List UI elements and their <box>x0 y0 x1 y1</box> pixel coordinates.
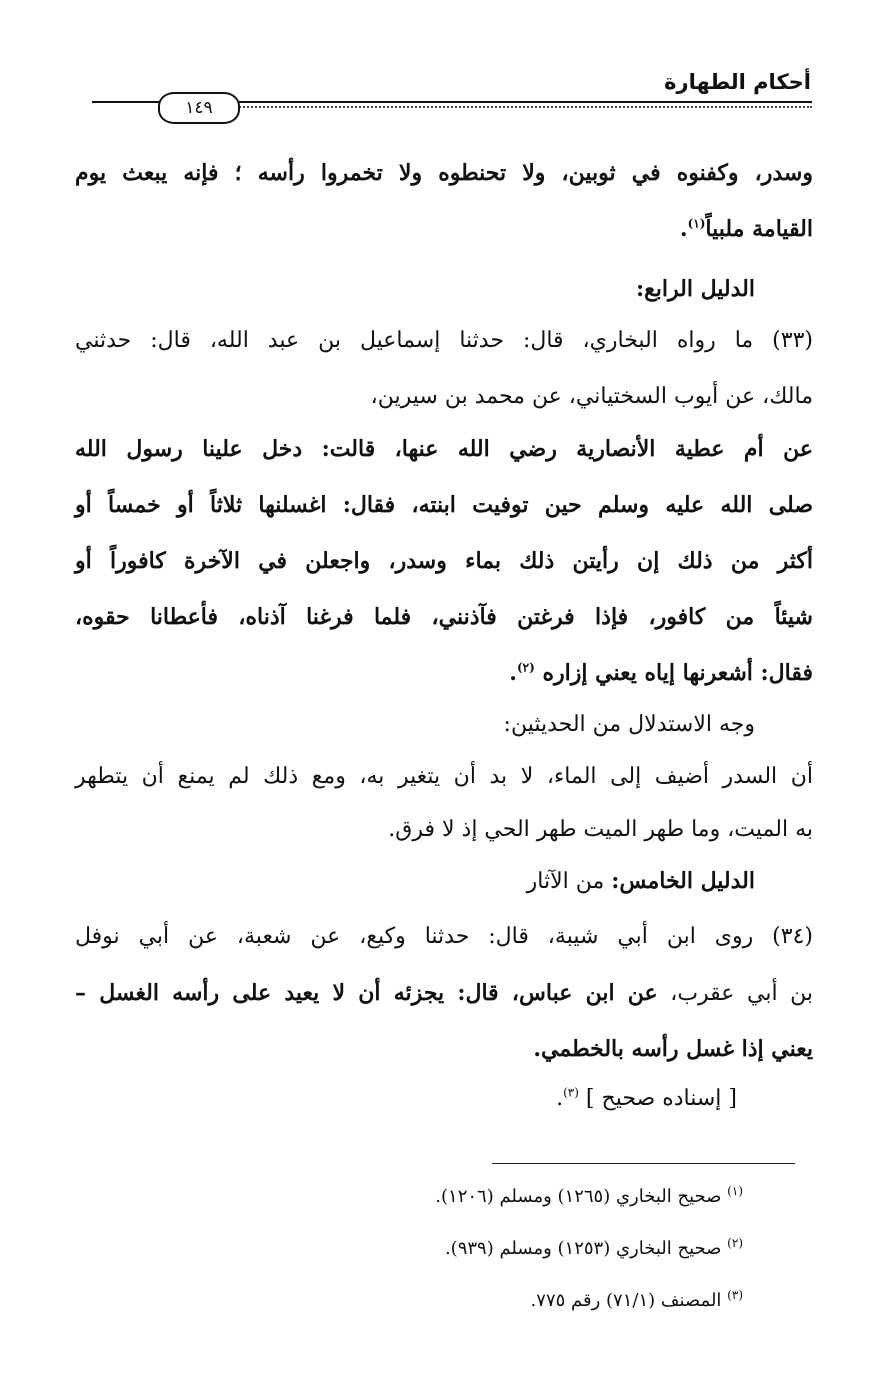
page-number <box>158 92 240 124</box>
section-heading: الدليل الرابع: <box>635 276 755 302</box>
text-line: (٣٤) روى ابن أبي شيبة، قال: حدثنا وكيع، عن شعبة، عن أبي نوفل <box>75 924 813 949</box>
text-fragment: القيامة ملبياً <box>705 216 813 242</box>
text-line <box>556 1084 737 1114</box>
footnote <box>531 1288 743 1314</box>
text-fragment: . <box>509 660 517 686</box>
section-heading: وجه الاستدلال من الحديثين: <box>503 712 755 737</box>
footnote-text: صحيح البخاري (١٢٦٥) ومسلم (١٢٠٦). <box>435 1186 722 1207</box>
text-line <box>509 658 813 688</box>
text-fragment: فقال: أشعرنها إياه يعني إزاره <box>542 660 813 686</box>
text-line: عن أم عطية الأنصارية رضي الله عنها، قالت: دخل علينا رسول الله <box>75 436 813 462</box>
text-line <box>680 214 813 244</box>
text-line: أن السدر أضيف إلى الماء، لا بد أن يتغير به، ومع ذلك لم يمنع أن يتطهر <box>75 764 813 789</box>
footnote-number: (٣) <box>727 1288 743 1302</box>
footnote-ref: (٣) <box>563 1085 579 1100</box>
text-fragment: بن أبي عقرب، <box>657 981 813 1006</box>
footnote-ref: (١) <box>687 216 706 231</box>
footnote-text: المصنف (٧١/١) رقم ٧٧٥. <box>530 1290 722 1311</box>
footnote-ref: (٢) <box>516 660 535 675</box>
text-line: صلى الله عليه وسلم حين توفيت ابنته، فقال: اغسلنها ثلاثاً أو خمساً أو <box>75 492 813 518</box>
heading-bold: الدليل الخامس: <box>611 868 755 894</box>
header-rule-left <box>92 101 164 103</box>
page-number-text: ١٤٩ <box>185 98 213 118</box>
footnote-number: (١) <box>727 1184 743 1198</box>
text-line: وسدر، وكفنوه في ثوبين، ولا تحنطوه ولا تخمروا رأسه ؛ فإنه يبعث يوم <box>75 160 813 186</box>
footnote-text: صحيح البخاري (١٢٥٣) ومسلم (٩٣٩). <box>444 1238 722 1259</box>
text-line: شيئاً من كافور، فإذا فرغتن فآذنني، فلما فرغنا آذناه، فأعطانا حقوه، <box>75 604 813 630</box>
text-fragment: عن ابن عباس، قال: يجزئه أن لا يعيد على رأسه الغسل – <box>75 980 658 1006</box>
running-title: أحكام الطهارة <box>664 70 811 94</box>
grading: [ إسناده صحيح ] <box>585 1086 737 1111</box>
footnote-number: (٢) <box>727 1236 743 1250</box>
text-line: به الميت، وما طهر الميت طهر الحي إذ لا فرق. <box>388 817 813 842</box>
text-line: أكثر من ذلك إن رأيتن ذلك بماء وسدر، واجعلن في الآخرة كافوراً أو <box>75 548 813 574</box>
text-line: (٣٣) ما رواه البخاري، قال: حدثنا إسماعيل بن عبد الله، قال: حدثني <box>75 328 813 353</box>
footnote <box>445 1236 743 1262</box>
section-heading <box>527 866 755 897</box>
text-fragment: . <box>679 216 688 242</box>
footnote-separator <box>492 1163 795 1164</box>
header-rule <box>232 101 812 103</box>
text-fragment: . <box>556 1086 564 1111</box>
text-line <box>75 978 813 1009</box>
text-line: مالك، عن أيوب السختياني، عن محمد بن سيرين، <box>370 384 813 409</box>
header-rule-dotted <box>232 106 812 108</box>
footnote <box>435 1184 743 1210</box>
text-line: يعني إذا غسل رأسه بالخطمي. <box>533 1036 813 1062</box>
heading-rest: من الآثار <box>526 869 612 894</box>
